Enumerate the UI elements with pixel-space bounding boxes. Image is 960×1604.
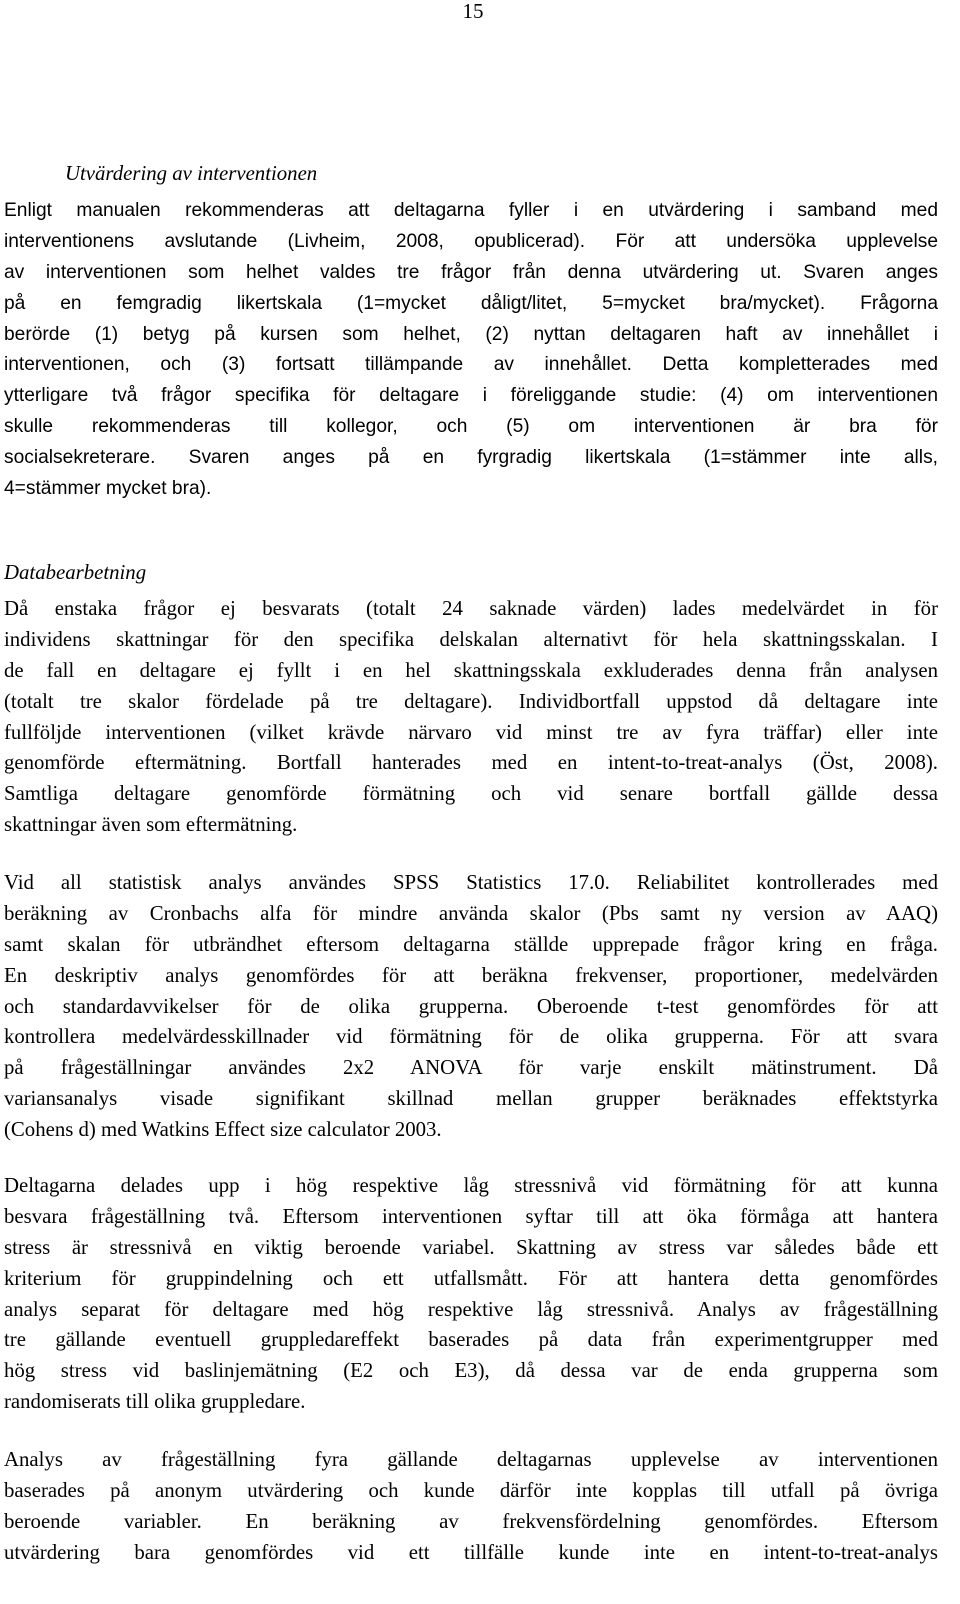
page-number: 15 [462,0,484,23]
text-line: stress är stressnivå en viktig beroende variabel. Skattning av stress var således både ett [4,1235,938,1259]
section-heading-databearbetning: Databearbetning [4,561,147,584]
text-line: Vid all statistisk analys användes SPSS Statistics 17.0. Reliabilitet kontrollerades med [4,871,938,894]
paragraph-databearbetning [4,594,938,841]
text-line: på frågeställningar användes 2x2 ANOVA för varje enskilt mätinstrument. Då [4,1056,938,1080]
paragraph-utvardering [4,196,938,505]
text-line: En deskriptiv analys genomfördes för att beräkna frekvenser, proportioner, medelvärden [4,963,938,987]
text-line: av interventionen som helhet valdes tre frågor från denna utvärdering ut. Svaren anges [4,261,938,283]
text-line: utvärdering bara genomfördes vid ett tillfälle kunde inte en intent-to-treat-analys [4,1540,938,1564]
text-line: besvara frågeställning två. Eftersom interventionen syftar till att öka förmåga att hantera [4,1204,938,1228]
text-line: (Cohens d) med Watkins Effect size calculator 2003. [4,1118,442,1142]
text-line: de fall en deltagare ej fyllt i en hel skattningsskala exkluderades denna från analysen [4,658,938,682]
text-line: individens skattningar för den specifika delskalan alternativt för hela skattningsskalan. I [4,627,938,651]
text-line: samt skalan för utbrändhet eftersom deltagarna ställde upprepade frågor kring en fråga. [4,932,938,956]
text-line: randomiserats till olika gruppledare. [4,1390,306,1414]
text-line: beroende variabler. En beräkning av frekvensfördelning genomfördes. Eftersom [4,1509,938,1533]
text-line: baserades på anonym utvärdering och kunde därför inte kopplas till utfall på övriga [4,1478,938,1502]
text-line: berörde (1) betyg på kursen som helhet, (2) nyttan deltagaren haft av innehållet i [4,323,938,345]
text-line: Analys av frågeställning fyra gällande deltagarnas upplevelse av interventionen [4,1448,938,1471]
text-line: kontrollera medelvärdesskillnader vid förmätning för de olika grupperna. För att svara [4,1025,938,1049]
text-line: analys separat för deltagare med hög respektive låg stressnivå. Analys av frågeställning [4,1297,938,1321]
paragraph-stressniva [4,1171,938,1418]
text-line: och standardavvikelser för de olika grupperna. Oberoende t-test genomfördes för att [4,994,938,1018]
text-line: hög stress vid baslinjemätning (E2 och E3), då dessa var de enda grupperna som [4,1359,938,1383]
text-line: Samtliga deltagare genomförde förmätning och vid senare bortfall gällde dessa [4,782,938,806]
text-line: Deltagarna delades upp i hög respektive låg stressnivå vid förmätning för att kunna [4,1174,938,1197]
text-line: (totalt tre skalor fördelade på tre deltagare). Individbortfall uppstod då deltagare inte [4,689,938,713]
section-heading-utvardering: Utvärdering av interventionen [65,162,318,185]
text-line: skulle rekommenderas till kollegor, och (5) om interventionen är bra för [4,416,938,438]
text-line: interventionen, och (3) fortsatt tillämpande av innehållet. Detta kompletterades med [4,354,938,376]
text-line: tre gällande eventuell gruppledareffekt baserades på data från experimentgrupper med [4,1328,938,1352]
paragraph-fragestallning-fyra [4,1445,938,1569]
text-line: socialsekreterare. Svaren anges på en fyrgradig likertskala (1=stämmer inte alls, [4,447,938,469]
text-line: genomförde eftermätning. Bortfall hanterades med en intent-to-treat-analys (Öst, 2008). [4,751,938,775]
text-line: skattningar även som eftermätning. [4,813,298,837]
text-line: på en femgradig likertskala (1=mycket dåligt/litet, 5=mycket bra/mycket). Frågorna [4,292,938,314]
text-line: fullföljde interventionen (vilket krävde närvaro vid minst tre av fyra träffar) eller inte [4,720,938,744]
text-line: variansanalys visade signifikant skillnad mellan grupper beräknades effektstyrka [4,1087,938,1111]
paragraph-statistisk-analys [4,868,938,1146]
text-line: ytterligare två frågor specifika för deltagare i föreliggande studie: (4) om interventionen [4,385,938,407]
text-line: 4=stämmer mycket bra). [4,478,212,500]
text-line: Då enstaka frågor ej besvarats (totalt 24 saknade värden) lades medelvärdet in för [4,597,938,620]
text-line: kriterium för gruppindelning och ett utfallsmått. För att hantera detta genomfördes [4,1266,938,1290]
text-line: beräkning av Cronbachs alfa för mindre använda skalor (Pbs samt ny version av AAQ) [4,901,938,925]
document-page [4,0,938,1604]
text-line: Enligt manualen rekommenderas att deltagarna fyller i en utvärdering i samband med [4,200,938,221]
text-line: interventionens avslutande (Livheim, 2008, opublicerad). För att undersöka upplevelse [4,230,938,252]
